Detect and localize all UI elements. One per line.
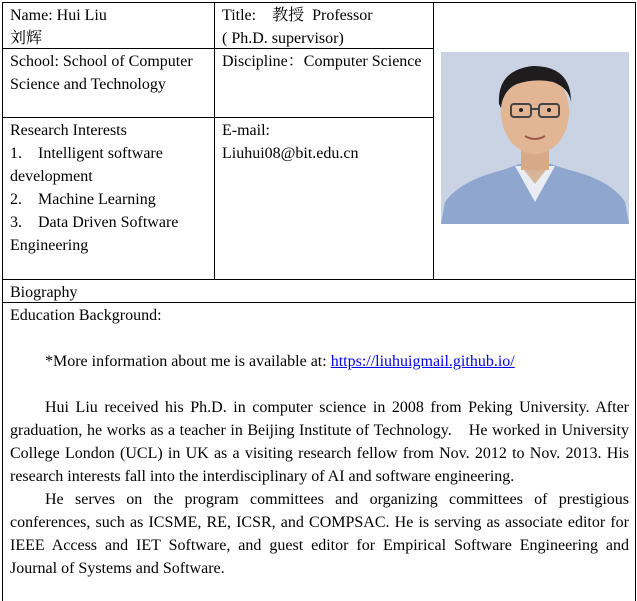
research-item: 2. Machine Learning [10, 191, 156, 208]
column-divider-1 [214, 2, 215, 279]
portrait-icon [441, 52, 629, 224]
biography-heading: Biography [10, 284, 78, 301]
title-note: ( Ph.D. supervisor) [222, 30, 344, 47]
title-label: Title: 教授 Professor [222, 7, 373, 24]
biography-content [10, 304, 629, 580]
discipline-label: Discipline：Computer Science [222, 53, 422, 70]
table-border-right [635, 2, 636, 601]
email-label: E-mail: [222, 122, 270, 139]
name-label: Name: Hui Liu [10, 7, 107, 24]
email-value: Liuhui08@bit.edu.cn [222, 145, 359, 162]
more-info-prefix: *More information about me is available at: [45, 353, 331, 370]
education-heading: Education Background: [10, 307, 162, 324]
discipline-cell [222, 50, 422, 73]
name-cell [10, 4, 210, 50]
research-cell [10, 119, 210, 257]
homepage-link[interactable]: https://liuhuigmail.github.io/ [330, 353, 515, 370]
research-heading: Research Interests [10, 122, 127, 139]
portrait-photo [441, 52, 629, 224]
school-cell [10, 50, 210, 96]
biography-paragraph-1: Hui Liu received his Ph.D. in computer science in 2008 from Peking University. After graduation, he works as a teacher in Beijing Institute of Technology. He worked in University College London (UCL) in UK as a visiting research fellow from Nov. 2012 to Nov. 2013. His research interests fall into the interdisciplinary of AI and software engineering. [10, 399, 629, 485]
title-cell [222, 4, 430, 50]
research-item: 3. Data Driven Software Engineering [10, 214, 179, 254]
biography-paragraph-2: He serves on the program committees and organizing committees of prestigious conferences, such as ICSME, RE, ICSR, and COMPSAC. He is serving as associate editor for IEEE Access and IET Software, and guest editor for Empirical Software Engineering and Journal of Systems and Software. [10, 491, 629, 577]
row-divider-3 [2, 279, 636, 280]
table-border-top [2, 2, 636, 3]
email-cell [222, 119, 430, 165]
column-divider-2 [433, 2, 434, 279]
table-border-left [2, 2, 3, 601]
name-chinese: 刘辉 [10, 30, 43, 47]
more-info-line [10, 350, 629, 373]
school-label: School: School of Computer Science and Technology [10, 53, 193, 93]
research-item: 1. Intelligent software development [10, 145, 163, 185]
row-divider-2 [2, 117, 434, 118]
row-divider-4 [2, 302, 636, 303]
